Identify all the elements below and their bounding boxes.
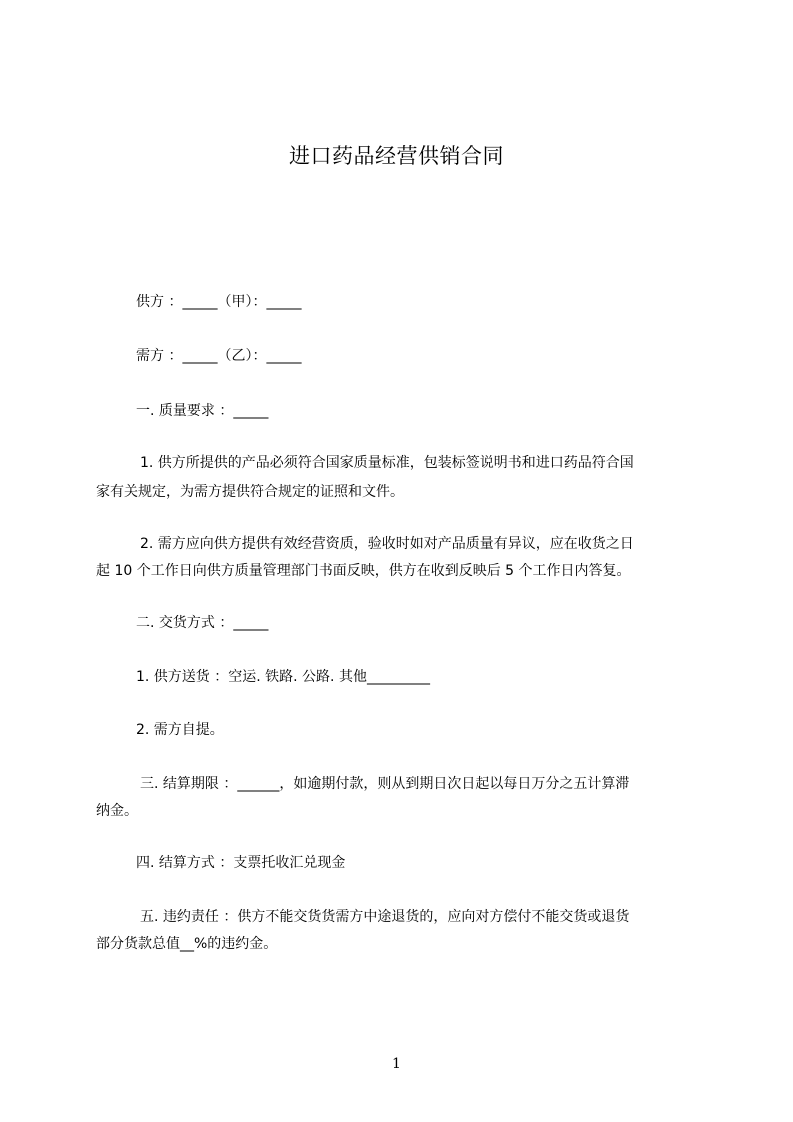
section-3-line-2: 纳金。 (96, 803, 138, 819)
section-2-item-2: 2. 需方自提。 (136, 722, 224, 738)
section-1-item-1-line-2: 家有关规定，为需方提供符合规定的证照和文件。 (96, 484, 404, 500)
section-1-item-2-line-1: 2. 需方应向供方提供有效经营资质，验收时如对产品质量有异议，应在收货之日 (140, 536, 634, 552)
page-number: 1 (392, 1056, 401, 1072)
section-1-heading: 一. 质量要求 ：_____ (136, 403, 269, 419)
section-3-line-1: 三. 结算期限 ：______，如逾期付款，则从到期日次日起以每日万分之五计算滞 (140, 776, 630, 792)
section-1-item-2-line-2: 起 10 个工作日向供方质量管理部门书面反映，供方在收到反映后 5 个工作日内答复。 (96, 563, 631, 579)
section-1-item-1-line-1: 1. 供方所提供的产品必须符合国家质量标准，包装标签说明书和进口药品符合国 (140, 455, 634, 471)
section-5-line-2: 部分货款总值__%的违约金。 (96, 936, 278, 952)
section-5-line-1: 五. 违约责任 ：供方不能交货货需方中途退货的，应向对方偿付不能交货或退货 (140, 909, 630, 925)
section-4-heading: 四. 结算方式 ：支票托收汇兑现金 (136, 855, 346, 871)
document-title: 进口药品经营供销合同 (289, 144, 504, 168)
section-2-heading: 二. 交货方式 ：_____ (136, 615, 269, 631)
buyer-line: 需方 ：_____（乙）：_____ (136, 348, 302, 364)
supplier-line: 供方 ：_____（甲）：_____ (136, 294, 302, 310)
section-2-item-1: 1. 供方送货 ：空运. 铁路. 公路. 其他_________ (136, 669, 430, 685)
